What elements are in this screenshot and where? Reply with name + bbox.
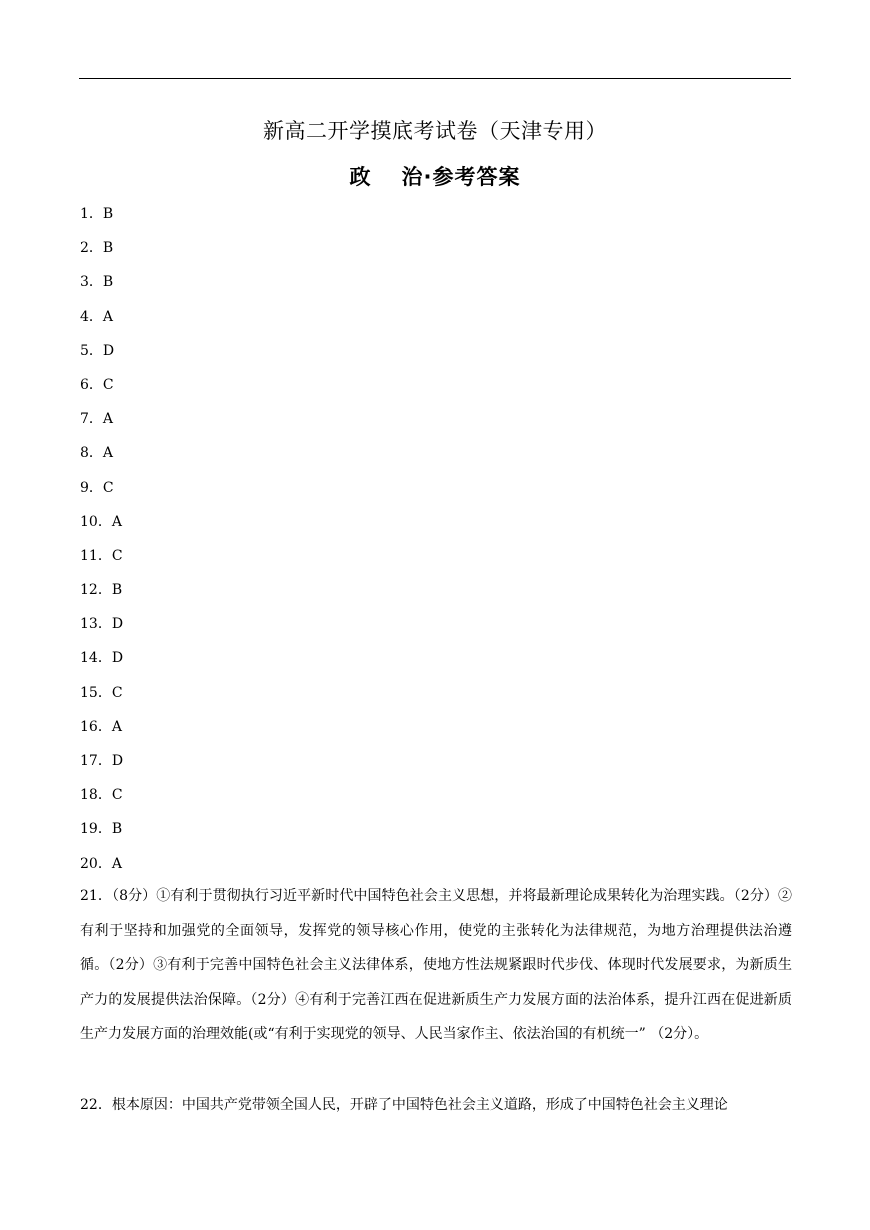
answer-number: 7． (80, 411, 103, 428)
answer-item (80, 270, 123, 304)
answer-item (80, 510, 123, 544)
answer-choice: A (102, 308, 114, 325)
subtitle-subject-2: 治 (401, 165, 424, 189)
answer-number: 8． (80, 445, 103, 462)
answer-item (80, 339, 123, 373)
answer-item (80, 612, 123, 646)
answer-item (80, 373, 123, 407)
answer-item (80, 236, 123, 270)
answer-choice: A (102, 411, 114, 428)
answer-choice: C (111, 787, 123, 804)
answer-number: 5． (80, 342, 103, 359)
answer-item (80, 544, 123, 578)
answer-choice: D (111, 753, 124, 769)
answer-number: 19． (80, 821, 112, 838)
answer-item (80, 783, 123, 817)
answer-item (80, 578, 123, 612)
answer-number: 10． (80, 513, 112, 530)
answer-item (80, 476, 123, 510)
answer-number: 3． (80, 274, 103, 291)
answer-choice: A (111, 513, 122, 530)
answer-choice: D (102, 342, 115, 359)
answer-number: 20． (80, 855, 112, 872)
answer-choice: C (111, 684, 123, 701)
answer-number: 15． (80, 684, 112, 701)
answer-number: 1． (80, 206, 103, 222)
answer-item (80, 202, 123, 236)
answer-choice: C (111, 547, 123, 564)
document-title: 新高二开学摸底考试卷（天津专用） (263, 119, 607, 143)
question-22-answer: 22．根本原因：中国共产党带领全国人民，开辟了中国特色社会主义道路，形成了中国特色社会主义理论 (80, 1097, 728, 1113)
answer-item (80, 305, 123, 339)
subtitle-subject-1: 政 (349, 165, 372, 189)
subtitle-rest: ·参考答案 (423, 165, 521, 189)
answer-item (80, 817, 123, 851)
answer-choice: A (102, 445, 114, 462)
answer-item (80, 407, 123, 441)
question-21-answer: 21．（8分）①有利于贯彻执行习近平新时代中国特色社会主义思想，并将最新理论成果转化为治理实践。（2分）②有利于坚持和加强党的全面领导，发挥党的领导核心作用，使党的主张转化为法律规范，为地方治理提供法治遵循。（2分）③有利于完善中国特色社会主义法律体系，使地方性法规紧跟时代步伐、体现时代发展要求，为新质生产力的发展提供法治保障。（2分）④有利于完善江西在促进新质生产力发展方面的法治体系，提升江西在促进新质生产力发展方面的治理效能(或“有利于实现党的领导、人民当家作主、依法治国的有机统一” （2分）。 (80, 888, 792, 1042)
answer-choice: D (111, 616, 124, 633)
answer-number: 14． (80, 650, 112, 667)
answer-list (80, 202, 123, 886)
answer-choice: B (111, 582, 123, 599)
answer-number: 9． (80, 479, 103, 496)
answer-number: 17． (80, 753, 112, 769)
answer-number: 11． (80, 547, 112, 564)
answer-item (80, 681, 123, 715)
answer-choice: B (102, 274, 114, 291)
answer-choice: C (102, 479, 114, 496)
answer-item (80, 441, 123, 475)
answer-number: 12． (80, 582, 112, 599)
document-subtitle (0, 161, 870, 191)
answer-choice: B (102, 240, 114, 257)
answer-choice: B (102, 206, 114, 222)
answer-choice: D (111, 650, 124, 667)
answer-number: 13． (80, 616, 112, 633)
answer-item (80, 646, 123, 680)
header-rule (79, 78, 791, 79)
answer-item (80, 749, 123, 783)
answer-number: 18． (80, 787, 112, 804)
answer-number: 4． (80, 308, 103, 325)
answer-number: 16． (80, 718, 112, 735)
answer-choice: A (111, 855, 122, 872)
answer-number: 6． (80, 376, 103, 393)
answer-choice: B (111, 821, 123, 838)
answer-item (80, 715, 123, 749)
answer-choice: A (111, 718, 122, 735)
answer-choice: C (102, 376, 114, 393)
answer-number: 2． (80, 240, 103, 257)
